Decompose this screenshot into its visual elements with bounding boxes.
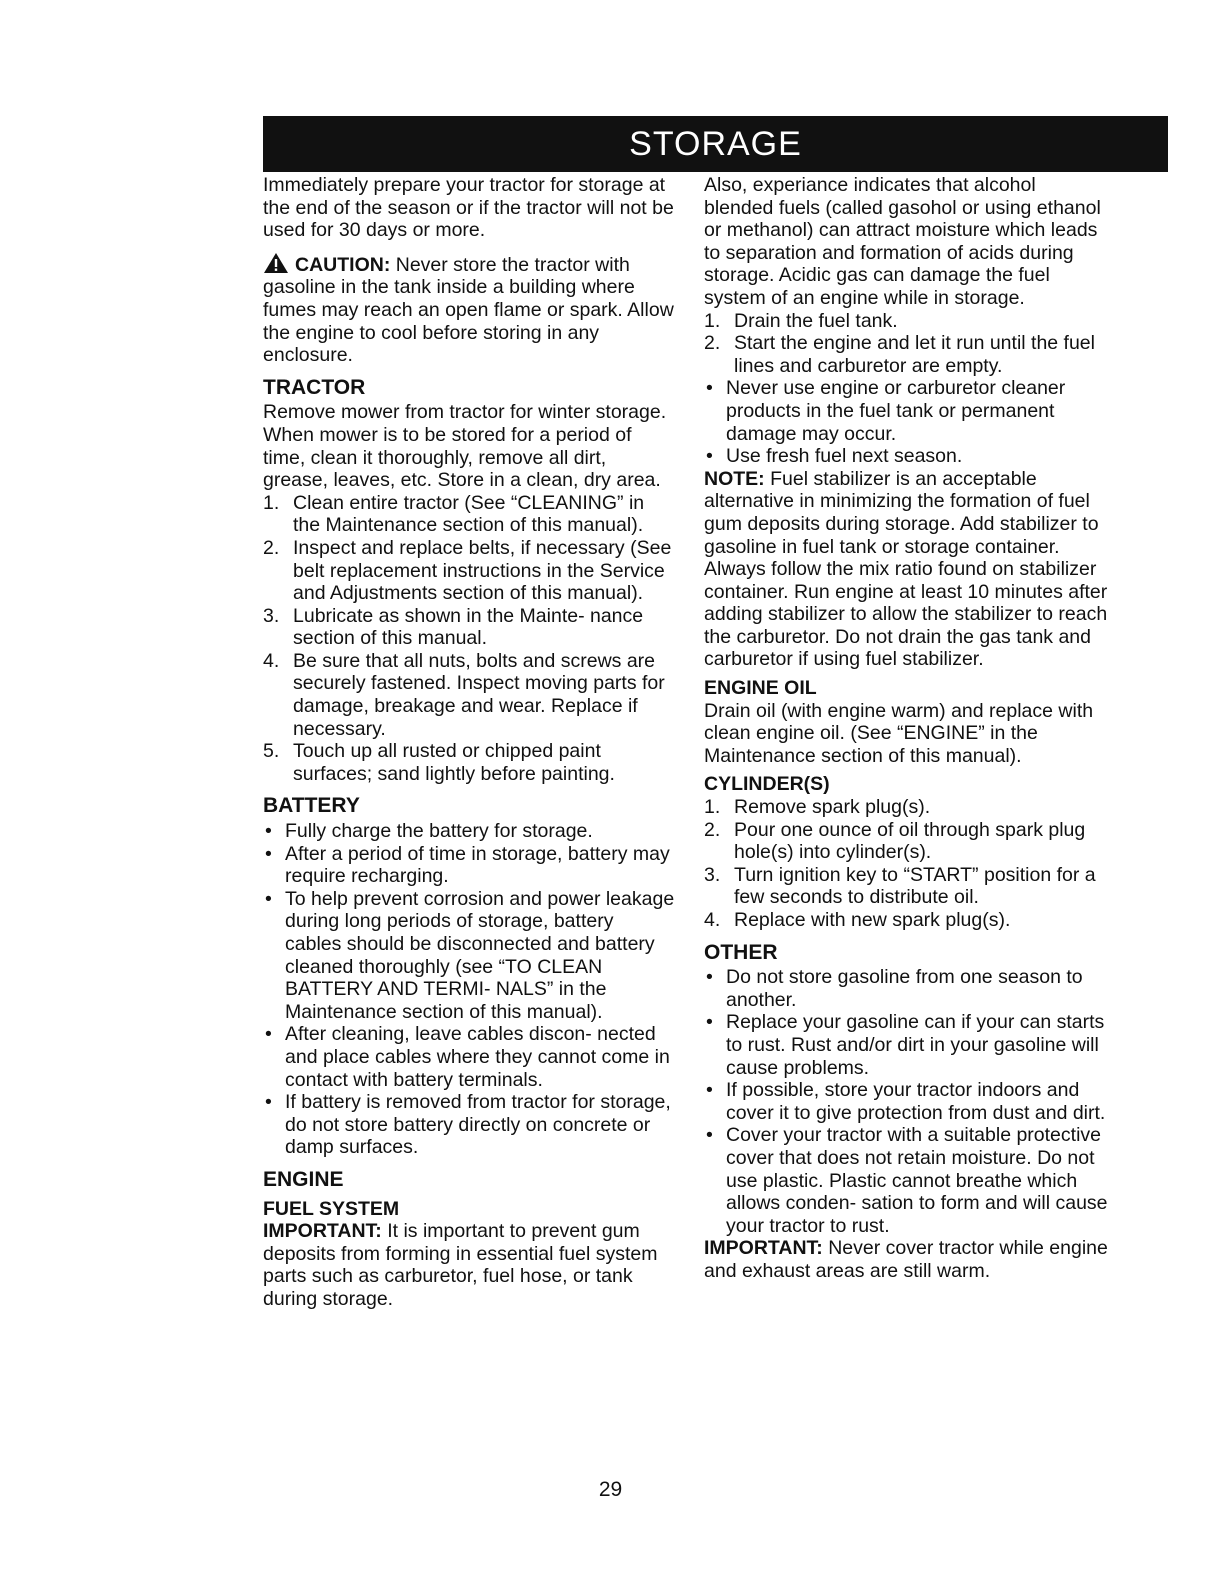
fuel-bullets <box>704 377 1110 467</box>
tractor-intro: Remove mower from tractor for winter storage. When mower is to be stored for a period of time, clean it thoroughly, remove all dirt, grease, leaves, etc. Store in a clean, dry area. <box>263 401 667 492</box>
list-item: • Do not store gasoline from one season to another. <box>706 966 1083 1011</box>
important-label: IMPORTANT: <box>704 1237 823 1260</box>
list-item: • If battery is removed from tractor for storage, do not store battery directly on concrete or damp surfaces. <box>265 1091 671 1159</box>
list-item: • Cover your tractor with a suitable protective cover that does not retain moisture. Do not use plastic. Plastic cannot breathe which allows conden- sation to form and will cause your tractor to rust. <box>706 1124 1108 1237</box>
important-text: Never cover tractor while engine and exhaust areas are still warm. <box>704 1237 1108 1282</box>
caution-text: Never store the tractor with gasoline in the tank inside a building where fumes may reach an open flame or spark. Allow the engine to cool before storing in any enclosure. <box>263 253 674 367</box>
page-number: 29 <box>598 1478 623 1501</box>
alcohol-paragraph: Also, experiance indicates that alcohol blended fuels (called gasohol or using ethanol or methanol) can attract moisture which leads to separation and formation of acids during storage. Acidic gas can damage the fuel system of an engine while in storage. <box>704 174 1101 309</box>
fuel-system-heading: FUEL SYSTEM <box>263 1197 400 1220</box>
warning-triangle-icon <box>263 252 289 274</box>
list-item: 2. Start the engine and let it run until the fuel lines and carburetor are empty. <box>704 332 1095 377</box>
list-item: • After a period of time in storage, battery may require recharging. <box>265 842 670 888</box>
important-warm-paragraph <box>704 1237 1110 1282</box>
list-item: 1. Remove spark plug(s). <box>704 796 931 819</box>
cylinder-steps <box>704 796 1110 932</box>
list-item: 2. Inspect and replace belts, if necessary (See belt replacement instructions in the Service and Adjustments section of this manual). <box>263 536 672 605</box>
note-paragraph <box>704 468 1110 671</box>
list-item: • Never use engine or carburetor cleaner products in the fuel tank or permanent damage may occur. <box>706 377 1066 445</box>
list-item: 1. Drain the fuel tank. <box>704 309 898 332</box>
list-item: 4. Replace with new spark plug(s). <box>704 909 1011 931</box>
left-column <box>263 174 675 1311</box>
intro-paragraph: Immediately prepare your tractor for storage at the end of the season or if the tractor will not be used for 30 days or more. <box>263 174 674 242</box>
important-label: IMPORTANT: <box>263 1220 382 1243</box>
caution-paragraph <box>263 252 675 367</box>
tractor-heading: TRACTOR <box>263 375 366 399</box>
list-item: 1. Clean entire tractor (See “CLEANING” in the Maintenance section of this manual). <box>263 491 645 537</box>
list-item: 2. Pour one ounce of oil through spark plug hole(s) into cylinder(s). <box>704 818 1086 864</box>
list-item: • Replace your gasoline can if your can starts to rust. Rust and/or dirt in your gasoline will cause problems. <box>706 1011 1105 1079</box>
other-heading: OTHER <box>704 940 778 964</box>
note-text: Fuel stabilizer is an acceptable alternative in minimizing the formation of fuel gum deposits during storage. Add stabilizer to gasoline in fuel tank or storage container. Always follow the mix ratio found on stabilizer container. Run engine at least 10 minutes after adding stabilizer to allow the stabilizer to reach the carburetor. Do not drain the gas tank and carburetor if using fuel stabilizer. <box>704 467 1108 671</box>
list-item: 4. Be sure that all nuts, bolts and screws are securely fastened. Inspect moving parts for damage, breakage and wear. Replace if necessary. <box>263 649 665 740</box>
section-header <box>263 116 1168 172</box>
list-item: • Use fresh fuel next season. <box>706 445 963 468</box>
fuel-steps <box>704 310 1110 378</box>
list-item: • After cleaning, leave cables discon- nected and place cables where they cannot come in contact with battery terminals. <box>265 1023 670 1091</box>
list-item: 3. Turn ignition key to “START” position for a few seconds to distribute oil. <box>704 863 1096 909</box>
right-column <box>704 174 1110 1283</box>
battery-heading: BATTERY <box>263 794 360 818</box>
section-title: STORAGE <box>629 125 802 163</box>
list-item: • Fully charge the battery for storage. <box>265 820 593 843</box>
important-paragraph <box>263 1220 675 1310</box>
engine-heading: ENGINE <box>263 1167 344 1191</box>
engine-oil-heading: ENGINE OIL <box>704 677 817 700</box>
list-item: • To help prevent corrosion and power leakage during long periods of storage, battery cables should be disconnected and battery cleaned thoroughly (see “TO CLEAN BATTERY AND TERMI- NALS” in the Maintenance section of this manual). <box>265 887 675 1023</box>
note-label: NOTE: <box>704 467 765 490</box>
cylinders-heading: CYLINDER(S) <box>704 773 830 796</box>
caution-label: CAUTION: <box>295 253 391 276</box>
important-text: It is important to prevent gum deposits from forming in essential fuel system parts such as carburetor, fuel hose, or tank during storage. <box>263 1220 658 1310</box>
list-item: • If possible, store your tractor indoors and cover it to give protection from dust and dirt. <box>706 1079 1106 1124</box>
engine-oil-text: Drain oil (with engine warm) and replace with clean engine oil. (See “ENGINE” in the Maintenance section of this manual). <box>704 699 1094 767</box>
tractor-steps <box>263 492 675 786</box>
battery-bullets <box>263 820 675 1159</box>
list-item: 5. Touch up all rusted or chipped paint surfaces; sand lightly before painting. <box>263 740 615 785</box>
other-bullets <box>704 966 1110 1237</box>
list-item: 3. Lubricate as shown in the Mainte- nance section of this manual. <box>263 604 644 650</box>
